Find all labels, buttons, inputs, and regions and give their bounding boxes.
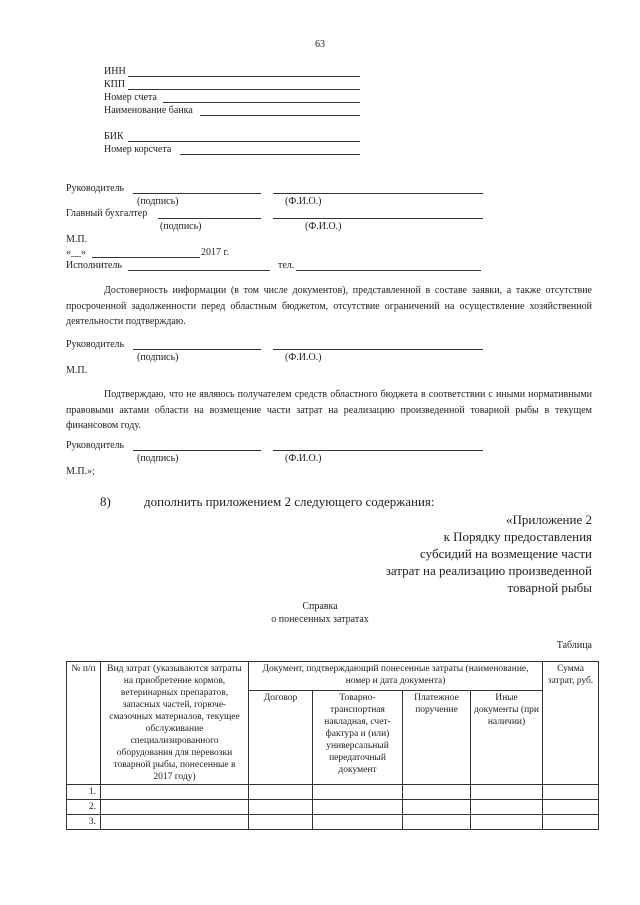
cell xyxy=(101,800,249,815)
cell xyxy=(471,800,543,815)
cell xyxy=(101,785,249,800)
table-row xyxy=(67,800,599,815)
doc-subtitle: о понесенных затратах xyxy=(271,614,369,625)
cell xyxy=(101,815,249,830)
head-sign-line xyxy=(133,440,261,451)
costs-table xyxy=(66,661,599,830)
item-number: 8) xyxy=(100,494,111,509)
row-number: 2. xyxy=(67,800,101,815)
executor-line xyxy=(128,260,270,271)
fio-caption: (Ф.И.О.) xyxy=(285,352,322,363)
account-field xyxy=(163,92,360,103)
page-number: 63 xyxy=(315,39,325,50)
cell xyxy=(543,785,599,800)
stamp-place: М.П. xyxy=(66,234,88,245)
cell xyxy=(471,785,543,800)
header-contract: Договор xyxy=(249,691,313,785)
head-label: Руководитель xyxy=(66,183,125,194)
header-payment-order: Платежное поручение xyxy=(403,691,471,785)
head-sign-line xyxy=(133,183,261,194)
accountant-sign-line xyxy=(158,208,261,219)
header-num: № п/п xyxy=(67,662,101,785)
accountant-fio-line xyxy=(273,208,483,219)
head-label: Руководитель xyxy=(66,339,125,350)
sign-caption: (подпись) xyxy=(137,352,179,363)
inn-label: ИНН xyxy=(104,66,126,77)
cell xyxy=(471,815,543,830)
executor-label: Исполнитель xyxy=(66,260,122,271)
appendix-line: «Приложение 2 xyxy=(505,512,592,527)
header-sum: Сумма затрат, руб. xyxy=(543,662,599,785)
row-number: 3. xyxy=(67,815,101,830)
kpp-field xyxy=(128,79,360,90)
bik-field xyxy=(128,131,360,142)
accountant-fio-caption: (Ф.И.О.) xyxy=(305,221,342,232)
phone-line xyxy=(296,260,481,271)
head-fio-line xyxy=(273,440,483,451)
fio-caption: (Ф.И.О.) xyxy=(285,453,322,464)
head-fio-line xyxy=(273,339,483,350)
appendix-line: товарной рыбы xyxy=(507,580,592,595)
cell xyxy=(403,800,471,815)
confirmation-paragraph-2: Подтверждаю, что не являюсь получателем средств областного бюджета в соответствии с иными нормативными правовыми актами области на возмещение части затрат на реализацию произведенной товарной рыбы в текущем финансовом году. xyxy=(66,389,592,431)
cell xyxy=(543,800,599,815)
doc-title: Справка xyxy=(302,601,338,612)
header-other-docs: Иные документы (при наличии) xyxy=(471,691,543,785)
bank-name-label: Наименование банка xyxy=(104,105,193,116)
header-waybill: Товарно-транспортная накладная, счет-фактура и (или) универсальный передаточный документ xyxy=(313,691,403,785)
head-fio-line xyxy=(273,183,483,194)
confirmation-paragraph-1: Достоверность информации (в том числе документов), представленной в составе заявки, а также отсутствие просроченной задолженности перед областным бюджетом, отсутствие ограничений на осуществление хозяйственной деятельности подтверждаю. xyxy=(66,285,592,327)
cell xyxy=(313,800,403,815)
stamp-place: М.П. xyxy=(66,365,88,376)
accountant-label: Главный бухгалтер xyxy=(66,208,148,219)
head-label: Руководитель xyxy=(66,440,125,451)
stamp-place: М.П.»; xyxy=(66,466,95,477)
table-label: Таблица xyxy=(556,640,592,651)
inn-field xyxy=(128,66,360,77)
accountant-sign-caption: (подпись) xyxy=(160,221,202,232)
table-row xyxy=(67,815,599,830)
table-row xyxy=(67,785,599,800)
cell xyxy=(249,800,313,815)
cell xyxy=(249,815,313,830)
head-sign-line xyxy=(133,339,261,350)
sign-caption: (подпись) xyxy=(137,196,179,207)
appendix-line: к Порядку предоставления xyxy=(443,529,592,544)
fio-caption: (Ф.И.О.) xyxy=(285,196,322,207)
cell xyxy=(313,785,403,800)
appendix-line: затрат на реализацию произведенной xyxy=(385,563,592,578)
cell xyxy=(249,785,313,800)
cell xyxy=(403,785,471,800)
date-prefix: «__» xyxy=(66,247,86,258)
sign-caption: (подпись) xyxy=(137,453,179,464)
account-label: Номер счета xyxy=(104,92,157,103)
appendix-line: субсидий на возмещение части xyxy=(420,546,592,561)
row-number: 1. xyxy=(67,785,101,800)
date-line xyxy=(92,247,200,258)
bank-name-field xyxy=(200,105,360,116)
bik-label: БИК xyxy=(104,131,124,142)
header-cost-type: Вид затрат (указываются затраты на приобретение кормов, ветеринарных препаратов, запасных частей, горюче-смазочных материалов, текущее обслуживание специализированного оборудования для перевозки товарной рыбы, понесенные в 2017 году) xyxy=(101,662,249,785)
item-text: дополнить приложением 2 следующего содержания: xyxy=(144,494,435,509)
cell xyxy=(313,815,403,830)
cell xyxy=(543,815,599,830)
phone-label: тел. xyxy=(278,260,295,271)
date-year: 2017 г. xyxy=(201,247,229,258)
corr-account-label: Номер корсчета xyxy=(104,144,172,155)
cell xyxy=(403,815,471,830)
kpp-label: КПП xyxy=(104,79,126,90)
header-doc-group: Документ, подтверждающий понесенные затраты (наименование, номер и дата документа) xyxy=(249,662,543,691)
corr-account-field xyxy=(180,144,360,155)
